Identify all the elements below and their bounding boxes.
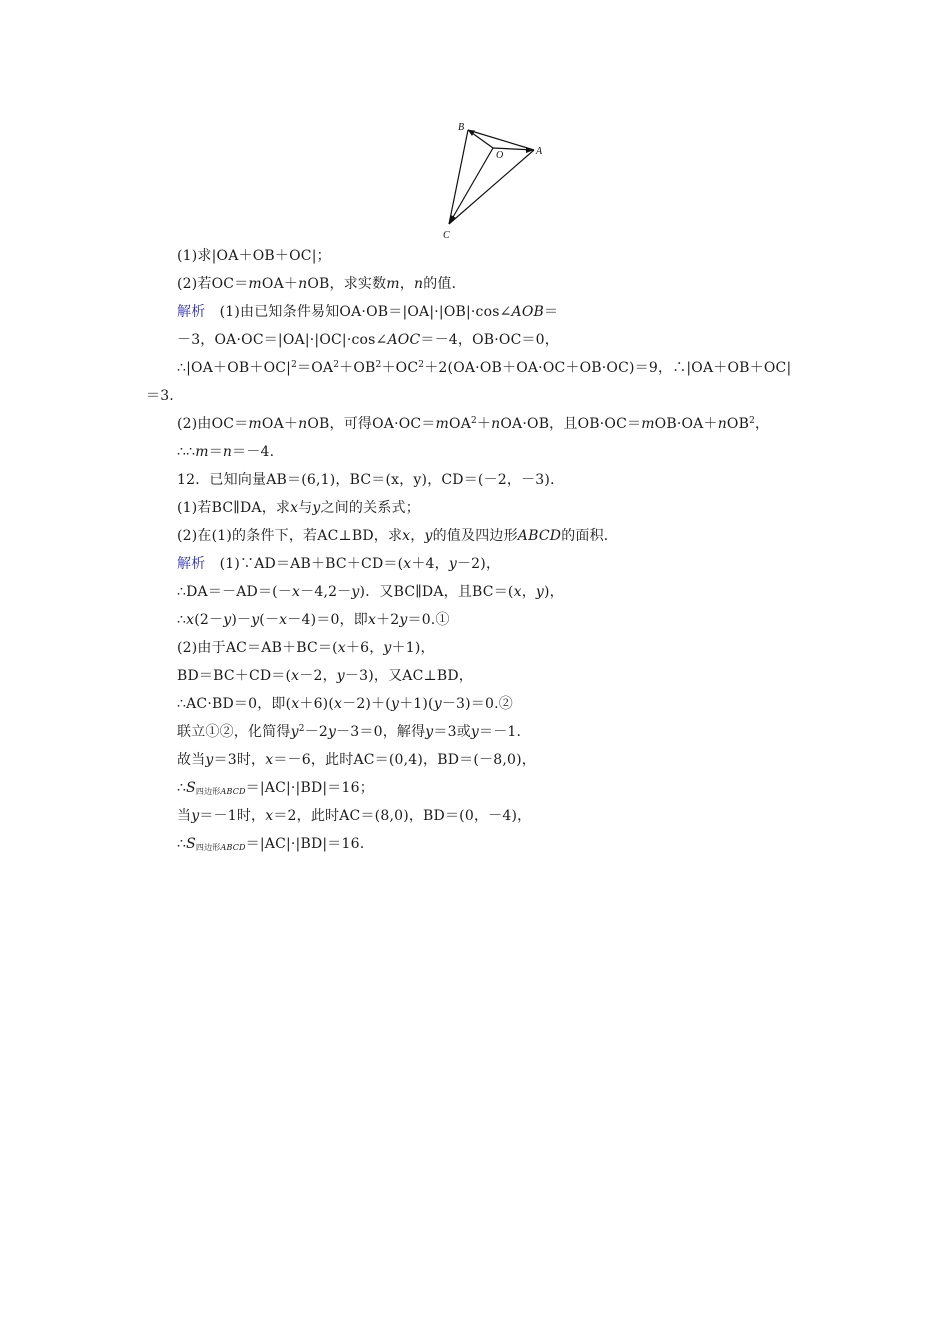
text: ∴: [177, 780, 187, 796]
arrow-b: [468, 130, 475, 136]
text: ＝0.①: [407, 612, 450, 628]
text: －3＝0，解得: [336, 724, 426, 740]
text: OB，求实数: [307, 276, 387, 292]
var: y: [327, 724, 337, 740]
text: (2)在(1)的条件下，若AC⊥BD，求: [177, 528, 403, 544]
edge-ba: [468, 130, 534, 150]
text: (－: [259, 612, 280, 628]
text: 的值及四边形: [432, 528, 518, 544]
var: y: [351, 584, 360, 600]
var: y: [433, 696, 442, 712]
text: )．又BC∥DA，且BC＝(: [359, 584, 514, 600]
text: (1)若BC∥DA，求: [177, 500, 291, 516]
text: (2－: [194, 612, 224, 628]
text: ＋2(OA·OB＋OA·OC＋OB·OC)＝9，∴|OA＋OB＋OC|: [424, 360, 792, 376]
text: OA＋: [261, 416, 299, 432]
label-c: C: [443, 230, 450, 241]
q12-solution-line3: [177, 611, 450, 629]
var: y: [205, 752, 214, 768]
sup: 2: [418, 360, 425, 370]
var: x: [290, 500, 299, 516]
text: －3)，又AC⊥BD，: [344, 668, 473, 684]
text: OA·OB，且OB·OC＝: [500, 416, 642, 432]
text: 的面积．: [561, 528, 619, 544]
sup: 2: [291, 360, 298, 370]
var: y: [424, 528, 433, 544]
triangle-diagram: [438, 118, 548, 244]
text: ∴DA＝－AD＝(－: [177, 584, 293, 600]
q11-solution-line2: [177, 331, 559, 349]
text: －2)，: [456, 556, 501, 572]
sup: 2: [375, 360, 382, 370]
q12-solution-line1: [177, 555, 500, 573]
text: ＝|AC|·|BD|＝16；: [245, 780, 374, 796]
q12-solution-line2: [177, 583, 564, 601]
q11-solution-line3: [177, 359, 791, 377]
var: x: [367, 612, 377, 628]
text: ＋: [476, 416, 492, 432]
text: 故当: [177, 752, 206, 768]
text: )－: [231, 612, 252, 628]
arrow-a: [526, 147, 534, 153]
q12-part2: [177, 527, 618, 545]
var: x: [337, 640, 346, 656]
text: (1)∵AD＝AB＋BC＋CD＝(: [205, 556, 404, 572]
text: ＝OA: [297, 360, 334, 376]
text: ＝－4.: [232, 444, 275, 460]
q12-part1: [177, 499, 420, 517]
q12-stem: [177, 471, 564, 489]
text: (1)由已知条件易知OA·OB＝|OA|·|OB|·cos∠: [205, 304, 512, 320]
analysis-tag: 解析: [177, 304, 206, 320]
text: OB: [726, 416, 750, 432]
text: ＋1)，: [391, 640, 435, 656]
text: )，: [544, 584, 564, 600]
var: x: [279, 612, 288, 628]
var: m: [248, 276, 262, 292]
var: y: [425, 724, 434, 740]
var: n: [717, 416, 727, 432]
var: ABCD: [517, 528, 562, 544]
text: (1)求|OA＋OB＋OC|；: [177, 248, 331, 264]
text: 的值．: [423, 276, 466, 292]
var: y: [383, 640, 392, 656]
var: m: [386, 276, 400, 292]
var: x: [291, 696, 300, 712]
var: n: [413, 276, 424, 292]
subscript: 四边形: [195, 843, 221, 852]
text: ∴|OA＋OB＋OC|: [177, 360, 292, 376]
label-o: O: [496, 150, 504, 161]
var: x: [403, 556, 412, 572]
subscript: ABCD: [220, 787, 246, 796]
var: y: [251, 612, 260, 628]
text: ＝3.: [146, 388, 174, 404]
var: n: [298, 276, 308, 292]
text: －2: [304, 724, 328, 740]
var: S: [186, 780, 196, 796]
text: ＝－1时，: [199, 808, 266, 824]
text: ＋OC: [381, 360, 419, 376]
var: n: [222, 444, 233, 460]
text: ＋6)(: [299, 696, 335, 712]
q11-part1: [177, 247, 331, 265]
q12-solution-line6: [177, 695, 513, 713]
q12-solution-line10: [177, 807, 531, 825]
text: ∴AC·BD＝0，即(: [177, 696, 292, 712]
text: (2)若OC＝: [177, 276, 249, 292]
text: ＋OB: [339, 360, 376, 376]
var: x: [265, 752, 274, 768]
q11-solution-line5: [177, 415, 769, 433]
sup: 2: [471, 416, 477, 426]
text: ＋1)(: [399, 696, 434, 712]
label-b: B: [458, 122, 465, 133]
var: y: [312, 500, 321, 516]
sup: 2: [333, 360, 340, 370]
text: ，: [399, 276, 414, 292]
var: x: [292, 584, 301, 600]
text: －4,2－: [300, 584, 352, 600]
text: ＝3或: [433, 724, 471, 740]
var: x: [334, 696, 343, 712]
vector-oc: [449, 148, 493, 224]
var: S: [186, 836, 196, 852]
var: y: [399, 612, 408, 628]
text: －2，: [299, 668, 337, 684]
text: 当: [177, 808, 192, 824]
text: ＝2，此时AC＝(8,0)，BD＝(0，－4)，: [273, 808, 532, 824]
text: 联立①②，化简得: [177, 724, 291, 740]
text: ＝3时，: [213, 752, 266, 768]
var: m: [248, 416, 262, 432]
text: 之间的关系式；: [320, 500, 420, 516]
var: x: [513, 584, 522, 600]
text: OB·OA＋: [654, 416, 718, 432]
var: y: [223, 612, 232, 628]
q11-solution-line6: [177, 443, 274, 461]
text: －4)＝0，即: [287, 612, 368, 628]
text: ∴∴: [177, 444, 196, 460]
q12-solution-line9: [177, 779, 374, 801]
text: ＝－6，此时AC＝(0,4)，BD＝(－8,0)，: [273, 752, 536, 768]
text: ＝: [208, 444, 223, 460]
var: x: [265, 808, 274, 824]
text: ＋2: [376, 612, 400, 628]
subscript: ABCD: [220, 843, 246, 852]
text: ＝－4，OB·OC＝0，: [420, 332, 559, 348]
q12-solution-line5: [177, 667, 473, 685]
text: OA＋: [261, 276, 299, 292]
var: n: [298, 416, 308, 432]
text: ，: [410, 528, 425, 544]
var: y: [470, 724, 480, 740]
var: m: [641, 416, 655, 432]
text: OB，可得OA·OC＝: [307, 416, 436, 432]
text: (2)由OC＝: [177, 416, 249, 432]
var: m: [435, 416, 450, 432]
q12-solution-line4: [177, 639, 435, 657]
sup: 2: [298, 724, 305, 734]
var: y: [390, 696, 400, 712]
var: x: [186, 612, 195, 628]
var: AOB: [511, 304, 545, 320]
var: y: [191, 808, 200, 824]
text: ＋6，: [345, 640, 384, 656]
var: y: [290, 724, 299, 740]
text: OA: [449, 416, 472, 432]
var: m: [195, 444, 209, 460]
text: BD＝BC＋CD＝(: [177, 668, 292, 684]
q11-solution-line1: [177, 303, 558, 321]
q11-part2: [177, 275, 466, 293]
text: 与: [298, 500, 313, 516]
analysis-tag: 解析: [177, 556, 206, 572]
sup: 2: [749, 416, 756, 426]
var: y: [535, 584, 544, 600]
var: n: [491, 416, 501, 432]
text: ＝－1.: [479, 724, 522, 740]
text: (2)由于AC＝AB＋BC＝(: [177, 640, 338, 656]
text: －3，OA·OC＝|OA|·|OC|·cos∠: [177, 332, 388, 348]
var: y: [336, 668, 345, 684]
text: ＝: [544, 304, 559, 320]
q12-solution-line7: [177, 723, 521, 741]
triangle-figure: [438, 118, 548, 244]
text: ＋4，: [411, 556, 449, 572]
text: －3)＝0.②: [441, 696, 513, 712]
var: AOC: [387, 332, 421, 348]
var: y: [448, 556, 457, 572]
text: －2)＋(: [342, 696, 391, 712]
q12-solution-line11: [177, 835, 364, 857]
text: 12．已知向量AB＝(6,1)，BC＝(x，y)，CD＝(－2，－3)．: [177, 472, 565, 488]
q12-solution-line8: [177, 751, 536, 769]
text: ，: [755, 416, 770, 432]
text: ＝|AC|·|BD|＝16.: [245, 836, 365, 852]
q11-solution-line4: [146, 387, 174, 405]
var: x: [402, 528, 411, 544]
text: ∴: [177, 612, 187, 628]
text: ，: [521, 584, 536, 600]
label-a: A: [536, 146, 543, 157]
text: ∴: [177, 836, 187, 852]
var: x: [291, 668, 300, 684]
subscript: 四边形: [195, 787, 221, 796]
